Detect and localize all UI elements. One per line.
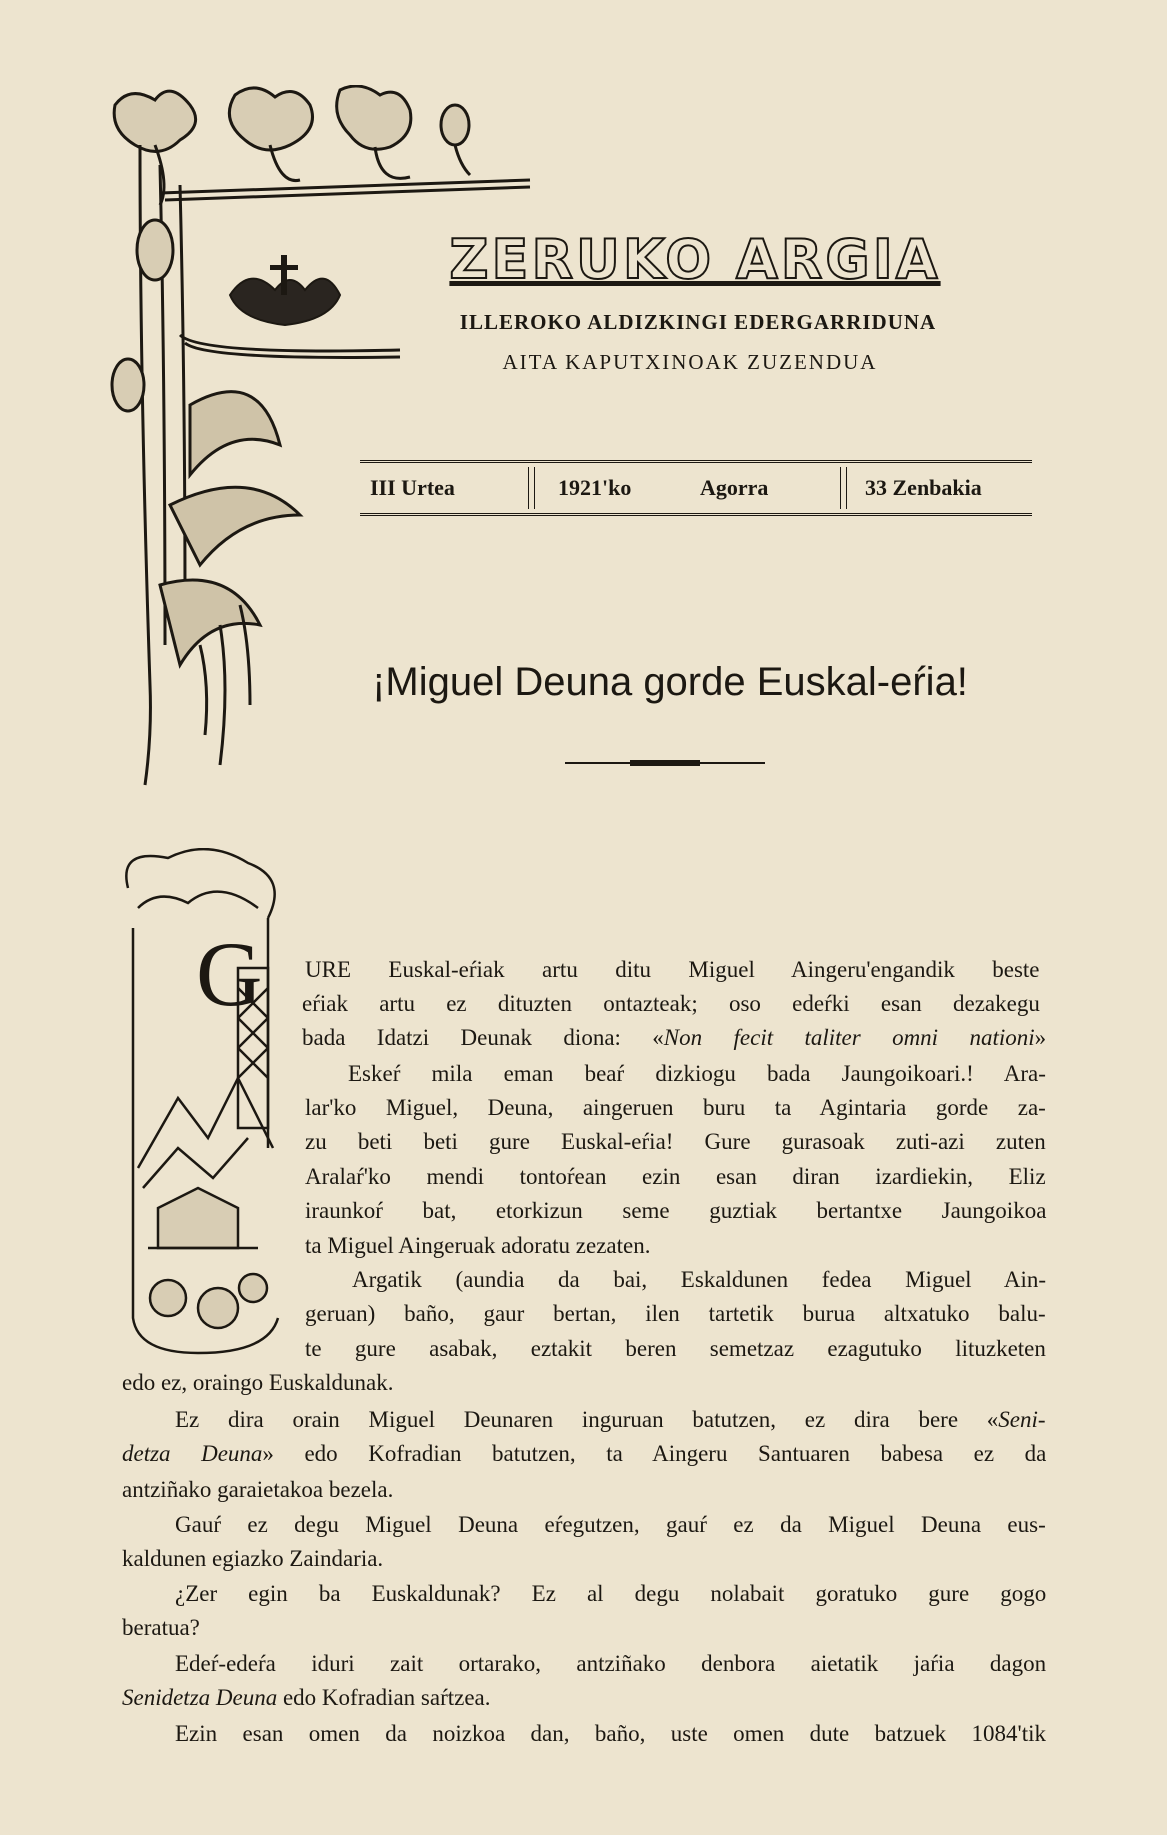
body-line: [305, 1094, 1046, 1122]
text-run: kaldunen egiazko Zaindaria.: [122, 1546, 384, 1571]
text-run: »: [1034, 1025, 1047, 1050]
masthead-title: ZERUKO ARGIA: [449, 228, 941, 291]
body-line: [305, 1232, 651, 1260]
issue-divider: [528, 467, 535, 509]
text-run: lar'ko Miguel, Deuna, aingeruen buru ta Agintaria gorde za-: [305, 1095, 1046, 1120]
body-line: [305, 1335, 1046, 1363]
body-line: [175, 1580, 1046, 1608]
text-run: bada Idatzi Deunak diona: «: [302, 1025, 664, 1050]
text-run: te gure asabak, eztakit beren semetzaz ezagutuko lituzketen: [305, 1336, 1046, 1361]
floral-ornament-icon: [110, 85, 630, 825]
body-line: [302, 1024, 1046, 1052]
issue-divider: [840, 467, 847, 509]
body-line: [175, 1720, 1046, 1748]
body-line: [122, 1369, 393, 1397]
text-run: URE Euskal-eŕiak artu ditu Miguel Aingeru'engandik beste: [305, 957, 1040, 982]
text-run: Aralaŕ'ko mendi tontoŕean ezin esan diran izardiekin, Eliz: [305, 1164, 1046, 1189]
body-line: [175, 1650, 1046, 1678]
issue-info-bar: [360, 460, 1032, 516]
body-line: [122, 1614, 200, 1642]
body-line: [122, 1684, 491, 1712]
masthead-subtitle: ILLEROKO ALDIZKINGI EDERGARRIDUNA: [459, 310, 937, 334]
text-run: geruan) baño, gaur bertan, ilen tartetik burua altxatuko balu-: [305, 1301, 1046, 1326]
article-headline: ¡Miguel Deuna gorde Euskal-eŕia!: [372, 660, 968, 704]
body-line: [302, 990, 1040, 1018]
text-run: Argatik (aundia da bai, Eskaldunen fedea Miguel Ain-: [352, 1267, 1047, 1292]
body-line: [122, 1545, 383, 1573]
issue-year: III Urtea: [370, 475, 455, 500]
cross-emblem-icon: [230, 255, 340, 325]
text-run: antziñako garaietakoa bezela.: [122, 1477, 394, 1502]
italic-text-run: Seni-: [998, 1407, 1046, 1432]
text-run: ¿Zer egin ba Euskaldunak? Ez al degu nolabait goratuko gure gogo: [175, 1581, 1047, 1606]
text-run: » edo Kofradian batutzen, ta Aingeru Santuaren babesa ez da: [262, 1441, 1047, 1466]
headline-rule-center: [630, 760, 700, 766]
body-line: [348, 1060, 1046, 1088]
text-run: edo ez, oraingo Euskaldunak.: [122, 1370, 394, 1395]
body-line: [305, 1128, 1046, 1156]
text-run: Gauŕ ez degu Miguel Deuna eŕegutzen, gauŕ ez da Miguel Deuna eus-: [175, 1512, 1046, 1537]
italic-text-run: detza Deuna: [122, 1441, 263, 1466]
masthead-director: AITA KAPUTXINOAK ZUZENDUA: [502, 350, 878, 374]
body-line: [175, 1406, 1046, 1434]
text-run: eŕiak artu ez dituzten ontazteak; oso edeŕki esan dezakegu: [302, 991, 1040, 1016]
text-run: edo Kofradian saŕtzea.: [277, 1685, 491, 1710]
body-line: [305, 1197, 1046, 1225]
text-run: beratua?: [122, 1615, 200, 1640]
text-run: iraunkoŕ bat, etorkizun seme guztiak bertantxe Jaungoikoa: [305, 1198, 1047, 1223]
issue-month: Agorra: [700, 475, 769, 500]
italic-text-run: Non fecit taliter omni nationi: [663, 1025, 1035, 1050]
text-run: Ez dira orain Miguel Deunaren inguruan batutzen, ez dira bere «: [175, 1407, 999, 1432]
text-run: zu beti beti gure Euskal-eŕia! Gure gurasoak zuti-azi zuten: [305, 1129, 1046, 1154]
text-run: Edeŕ-edeŕa iduri zait ortarako, antziñako denbora aietatik jaŕia dagon: [175, 1651, 1047, 1676]
issue-date-year: 1921'ko: [558, 475, 632, 500]
text-run: Ezin esan omen da noizkoa dan, baño, uste omen dute batzuek 1084'tik: [175, 1721, 1046, 1746]
body-line: [305, 956, 1040, 984]
body-line: [175, 1511, 1046, 1539]
text-run: Eskeŕ mila eman beaŕ dizkiogu bada Jaungoikoari.! Ara-: [348, 1061, 1046, 1086]
body-line: [122, 1476, 393, 1504]
issue-number: 33 Zenbakia: [865, 475, 982, 500]
body-line: [352, 1266, 1046, 1294]
body-line: [305, 1300, 1046, 1328]
drop-cap-letter: G: [196, 923, 263, 1025]
text-run: ta Miguel Aingeruak adoratu zezaten.: [305, 1233, 651, 1258]
body-line: [122, 1440, 1046, 1468]
italic-text-run: Senidetza Deuna: [122, 1685, 278, 1710]
body-line: [305, 1163, 1046, 1191]
